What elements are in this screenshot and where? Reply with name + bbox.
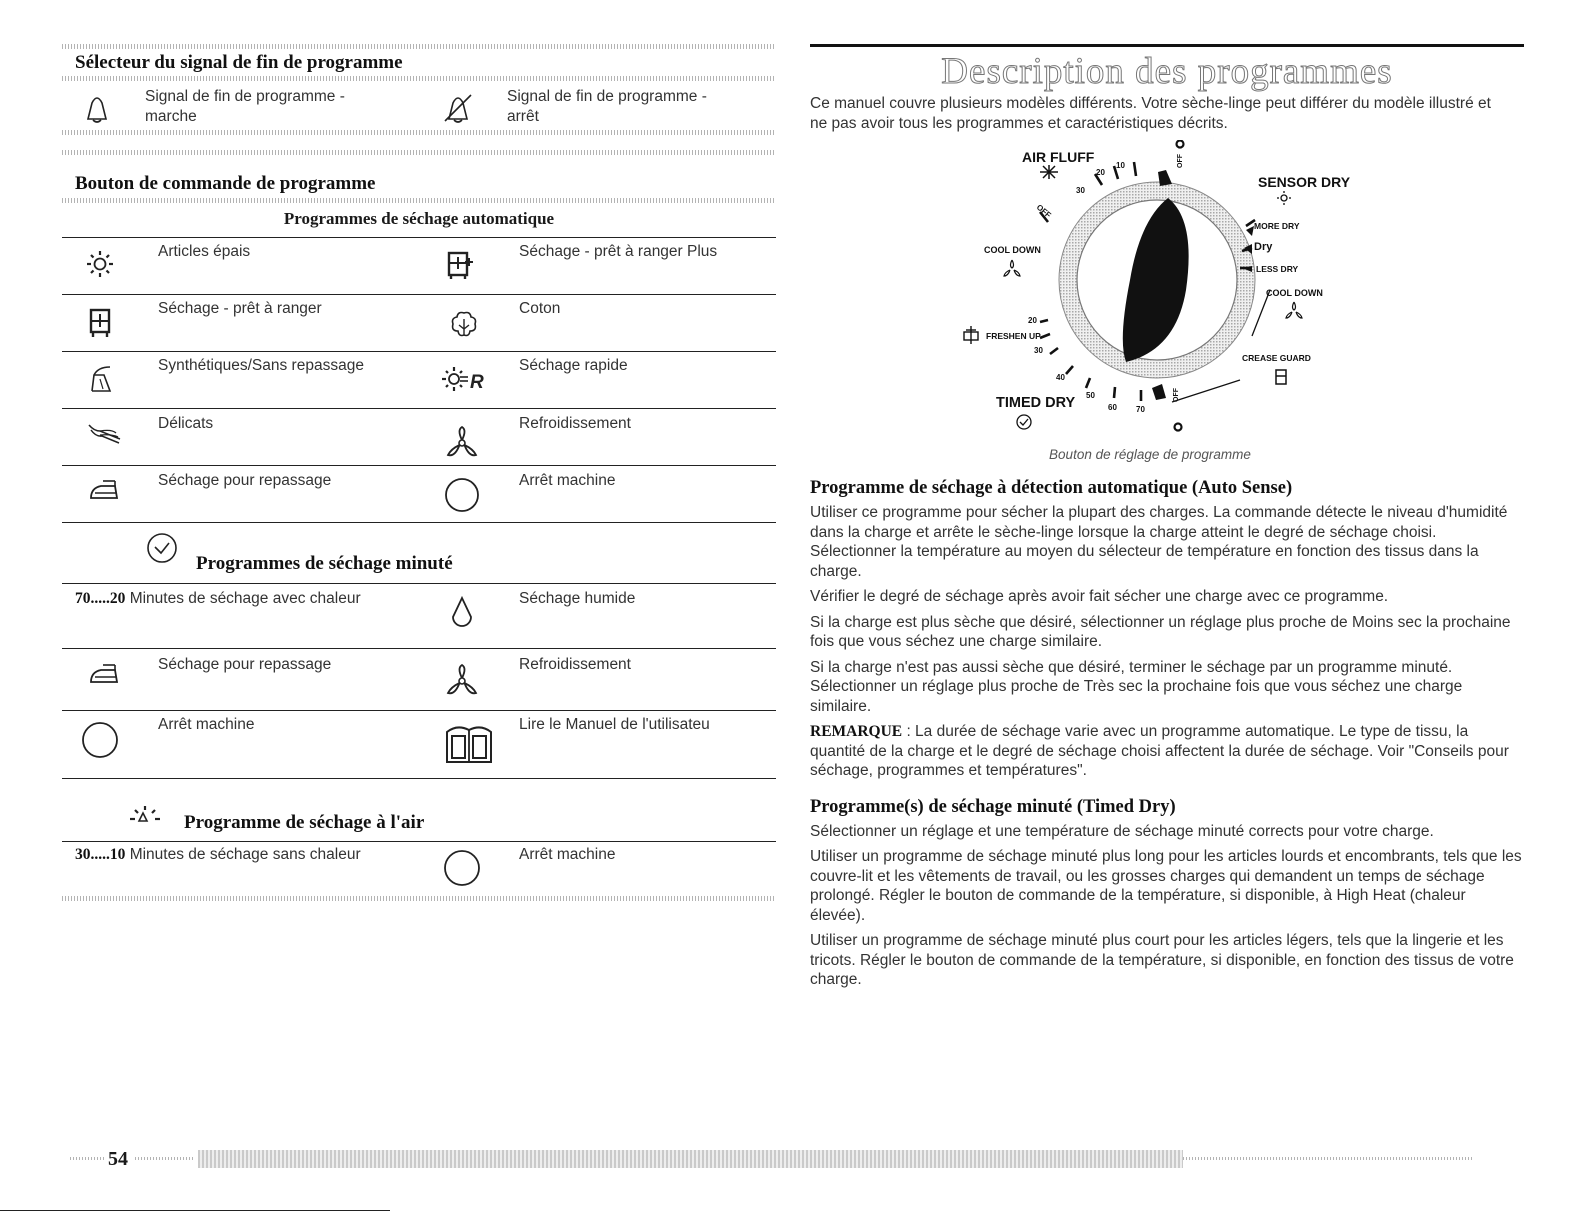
dial-num-20-top: 20 xyxy=(1096,168,1105,177)
signal-section-title: Sélecteur du signal de fin de programme xyxy=(75,52,403,73)
store-ready-icon xyxy=(80,300,120,344)
footer-dotted-mid xyxy=(135,1157,195,1160)
iron-icon xyxy=(84,468,124,512)
air-row-1-text: Minutes de séchage sans chaleur xyxy=(129,846,361,863)
dial-num-70: 70 xyxy=(1136,405,1145,414)
dial-cool-down-icon xyxy=(1004,260,1020,276)
auto-rule-3 xyxy=(62,408,776,409)
dial-off-top-label: OFF xyxy=(1177,154,1184,168)
signal-dotted-rule xyxy=(62,76,776,81)
auto-rule-0 xyxy=(62,237,776,238)
permanent-press-icon xyxy=(80,357,120,401)
heavy-items-icon xyxy=(80,242,120,286)
timed-row-1-prefix: 70.....20 xyxy=(75,590,126,607)
dial-sensor-icon xyxy=(1277,191,1291,205)
page-number: 54 xyxy=(108,1148,128,1170)
auto-sense-remark xyxy=(810,722,1522,781)
footer-dotted-right xyxy=(1183,1157,1473,1160)
timed-row-1-right: Séchage humide xyxy=(519,590,636,607)
dial-off-left-label: OFF xyxy=(1034,202,1053,220)
delicates-icon xyxy=(84,412,124,456)
auto-row-4-right: Refroidissement xyxy=(519,415,631,432)
dial-num-20-bottom: 20 xyxy=(1028,316,1037,325)
dial-num-50: 50 xyxy=(1086,391,1095,400)
timed-dry-p1: Sélectionner un réglage et une température de séchage minuté corrects pour votre charge. xyxy=(810,822,1434,840)
auto-sense-p1: Utiliser ce programme pour sécher la plupart des charges. La commande détecte le niveau d'humidité dans la charge et arrête le sèche-linge lorsque la charge atteint le degré de séchage choisi. Sélectionner la température au moyen du sélecteur de température en fonction des tissus dans la charge. xyxy=(810,504,1508,580)
dial-off-circle-bottom xyxy=(1175,424,1182,431)
auto-rule-2 xyxy=(62,351,776,352)
dial-num-60: 60 xyxy=(1108,403,1117,412)
air-row-1-prefix: 30.....10 xyxy=(75,846,126,863)
dial-num-40: 40 xyxy=(1056,373,1065,382)
dial-air-fluff-icon xyxy=(1040,165,1058,179)
dial-off-circle-top xyxy=(1177,141,1184,148)
dial-timed-clock-icon xyxy=(1017,415,1031,429)
timed-row-1-text: Minutes de séchage avec chaleur xyxy=(129,590,361,607)
air-marker xyxy=(1158,170,1172,186)
auto-row-3-left: Synthétiques/Sans repassage xyxy=(158,357,364,374)
auto-row-4-left: Délicats xyxy=(158,415,214,432)
off-icon xyxy=(442,473,482,517)
signal-on-label: Signal de fin de programme - marche xyxy=(145,88,345,125)
clock-icon xyxy=(142,526,182,570)
timed-row-3-left: Arrêt machine xyxy=(158,716,255,733)
off-icon xyxy=(80,718,120,762)
dial-crease-guard-icon xyxy=(1276,370,1286,384)
auto-row-1-left: Articles épais xyxy=(158,243,251,260)
program-dial-diagram xyxy=(940,140,1360,440)
dial-cool-down-right-label: COOL DOWN xyxy=(1266,288,1323,298)
auto-rule-4 xyxy=(62,465,776,466)
timed-dry-heading: Programme(s) de séchage minuté (Timed Dry) xyxy=(810,796,1176,817)
bell-off-icon xyxy=(438,86,478,130)
timed-row-1-left xyxy=(75,589,361,609)
auto-sense-p4: Si la charge n'est pas aussi sèche que désiré, terminer le séchage par un programme minuté. Sélectionner un réglage plus proche de Très sec la prochaine fois que vous séchez une charge similaire. xyxy=(810,658,1463,715)
damp-dry-icon xyxy=(442,590,482,634)
timed-dry-p3: Utiliser un programme de séchage minuté plus court pour les articles légers, tels que la lingerie et les tricots. Régler le bouton de commande de la température, si disponible, en fonction des tissus de votre charge. xyxy=(810,932,1514,988)
cotton-icon xyxy=(444,302,484,346)
intro-paragraph: Ce manuel couvre plusieurs modèles différents. Votre sèche-linge peut différer du modèle illustré et ne pas avoir tous les programmes et caractéristiques décrits. xyxy=(810,95,1491,132)
dial-crease-guard-label: CREASE GUARD xyxy=(1242,353,1311,363)
dial-less-dry-label: LESS DRY xyxy=(1256,264,1299,274)
auto-rule-5 xyxy=(62,522,776,523)
auto-row-5-right: Arrêt machine xyxy=(519,472,616,489)
dial-air-fluff-label: AIR FLUFF xyxy=(1022,149,1095,165)
timed-rule-3 xyxy=(62,778,776,779)
timed-row-2-left: Séchage pour repassage xyxy=(158,656,332,673)
cool-down-icon xyxy=(442,420,482,464)
right-title: Description des programmes xyxy=(941,51,1393,92)
cool-down-icon xyxy=(442,658,482,702)
dial-sensor-dry-label: SENSOR DRY xyxy=(1258,174,1351,190)
off-icon xyxy=(442,846,482,890)
dial-freshen-up-label: FRESHEN UP xyxy=(986,331,1041,341)
store-ready-plus-icon xyxy=(440,242,480,286)
footer-dotted-left xyxy=(70,1157,104,1160)
dial-timed-dry-label: TIMED DRY xyxy=(996,395,1076,411)
control-section-title: Bouton de commande de programme xyxy=(75,173,376,194)
timed-rule-2 xyxy=(62,710,776,711)
signal-bottom-rule xyxy=(62,130,776,135)
air-row-1-right: Arrêt machine xyxy=(519,846,616,863)
signal-bottom-rule-2 xyxy=(62,150,776,155)
dial-dry-label: Dry xyxy=(1254,241,1273,253)
timed-rule-0 xyxy=(62,583,776,584)
timed-marker xyxy=(1152,384,1166,400)
dial-caption: Bouton de réglage de programme xyxy=(1049,447,1251,462)
dial-cool-down-right-icon xyxy=(1286,302,1302,318)
crease-guard-leader xyxy=(1172,380,1240,402)
dial-off-bottom-label: OFF xyxy=(1173,388,1180,402)
auto-row-2-right: Coton xyxy=(519,300,561,317)
timed-rule-1 xyxy=(62,648,776,649)
auto-programs-title: Programmes de séchage automatique xyxy=(283,209,555,228)
dial-cool-down-label: COOL DOWN xyxy=(984,245,1041,255)
auto-rule-1 xyxy=(62,294,776,295)
air-row-1-left xyxy=(75,845,361,865)
iron-icon xyxy=(84,652,124,696)
control-dotted-rule xyxy=(62,198,776,203)
quick-dry-icon xyxy=(438,357,494,401)
remark-label: REMARQUE xyxy=(810,723,903,740)
bell-icon xyxy=(77,86,117,130)
svg-text:R: R xyxy=(470,372,484,393)
auto-row-1-right: Séchage - prêt à ranger Plus xyxy=(519,243,718,260)
dial-num-10: 10 xyxy=(1116,161,1125,170)
auto-row-5-left: Séchage pour repassage xyxy=(158,472,332,489)
dial-freshen-icon xyxy=(964,326,978,344)
footer-gray-band xyxy=(198,1150,1183,1168)
remark-text: : La durée de séchage varie avec un programme automatique. Le type de tissu, la quantité de la charge et le degré de séchage choisi affectent la durée de séchage. Voir "Conseils pour séchage, programmes et températures". xyxy=(810,723,1509,779)
auto-sense-p2: Vérifier le degré de séchage après avoir fait sécher une charge avec ce programme. xyxy=(810,588,1389,605)
timed-dry-p2: Utiliser un programme de séchage minuté plus long pour les articles lourds et encombrants, tels que les couvre-lit et les vêtements de travail, ou les grosses charges qui demandent un temps de séchage prolongé. Régler le bouton de commande de la température, si disponible, à High Heat (chaleur élevée). xyxy=(810,848,1522,924)
right-top-rule xyxy=(810,44,1524,47)
air-program-title: Programme de séchage à l'air xyxy=(184,812,425,833)
auto-sense-heading: Programme de séchage à détection automatique (Auto Sense) xyxy=(810,478,1293,498)
auto-sense-block xyxy=(810,478,1522,996)
top-dotted-rule xyxy=(62,44,776,49)
timed-row-3-right: Lire le Manuel de l'utilisateu xyxy=(519,716,710,733)
signal-off-label: Signal de fin de programme - arrêt xyxy=(507,88,707,125)
air-fluff-icon xyxy=(125,794,165,838)
auto-sense-p3: Si la charge est plus sèche que désiré, sélectionner un réglage plus proche de Moins sec la prochaine fois que vous séchez une charge similaire. xyxy=(810,613,1511,650)
timed-programs-title: Programmes de séchage minuté xyxy=(196,553,453,574)
dial-sensor-marker xyxy=(1246,226,1254,236)
timed-row-2-right: Refroidissement xyxy=(519,656,631,673)
auto-row-3-right: Séchage rapide xyxy=(519,357,628,374)
dial-num-30-top: 30 xyxy=(1076,186,1085,195)
air-rule-0 xyxy=(62,841,776,842)
bottom-edge-rule xyxy=(0,1210,390,1211)
auto-row-2-left: Séchage - prêt à ranger xyxy=(158,300,322,317)
dial-num-30-bottom: 30 xyxy=(1034,346,1043,355)
manual-icon xyxy=(442,722,496,766)
air-bottom-rule xyxy=(62,896,776,901)
dial-more-dry-label: MORE DRY xyxy=(1254,221,1300,231)
